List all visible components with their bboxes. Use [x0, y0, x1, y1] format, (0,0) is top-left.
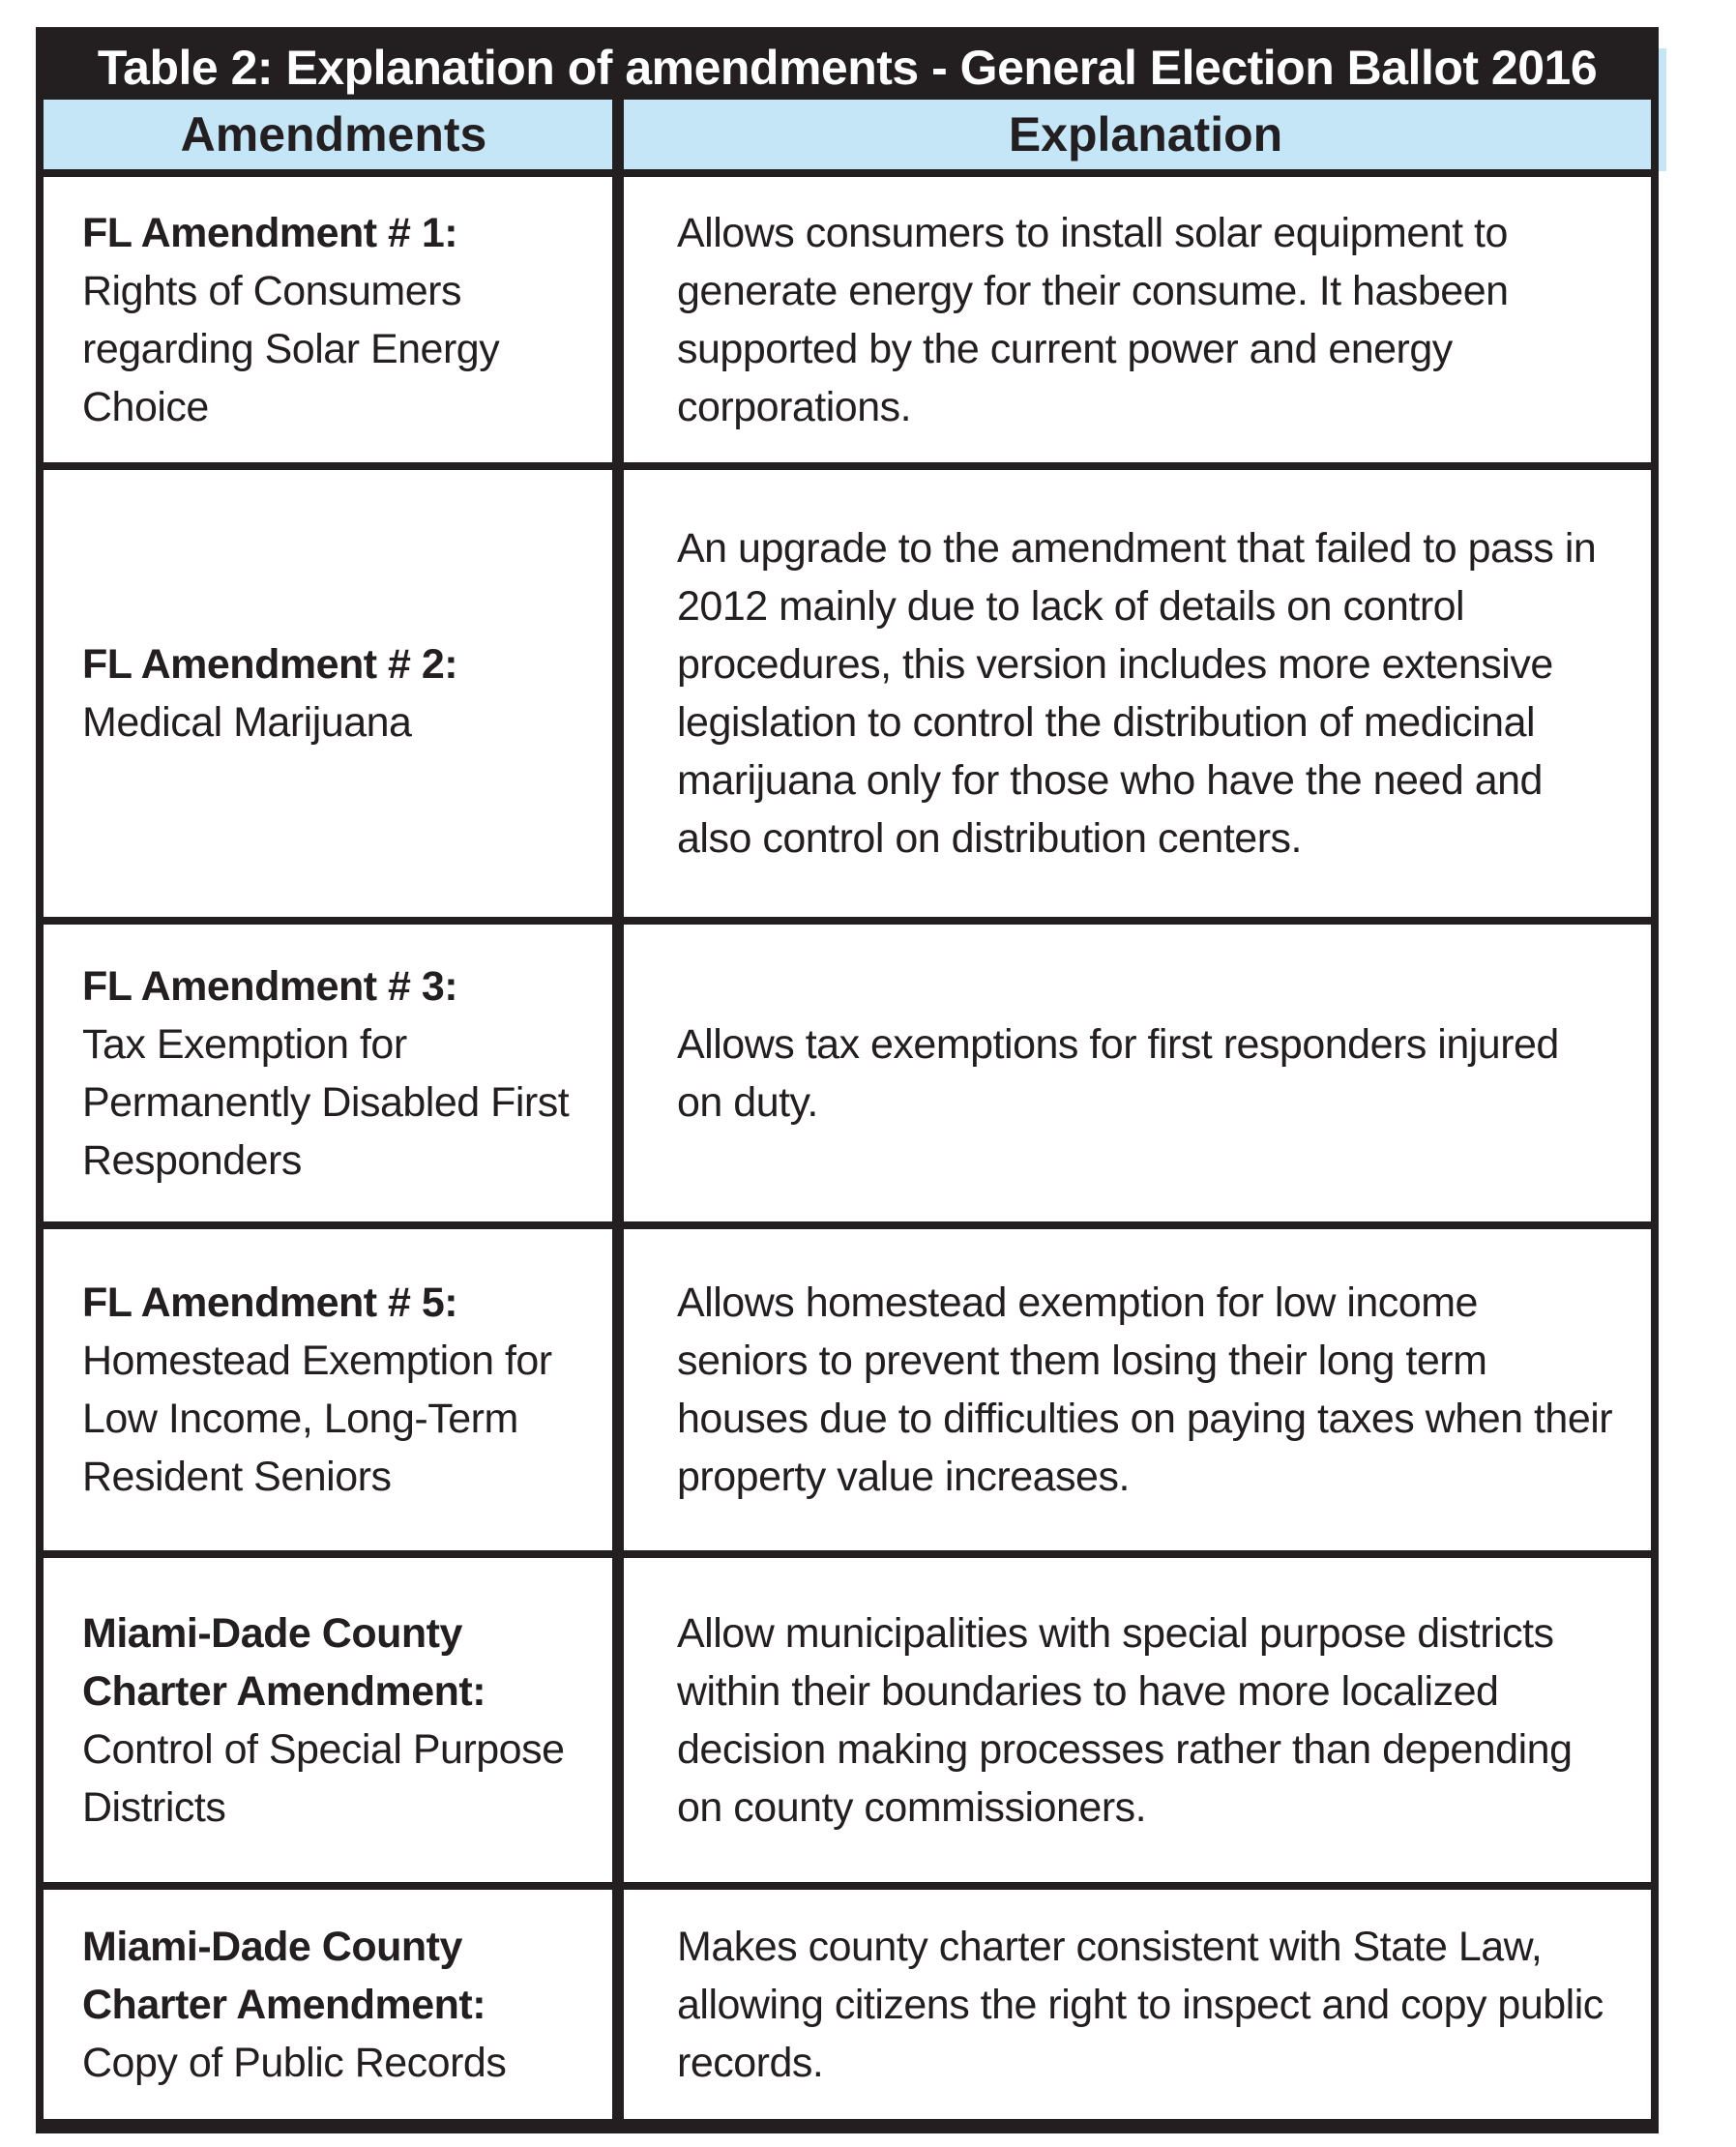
explanation-cell [624, 925, 1651, 1221]
table-row [44, 1550, 1651, 1882]
explanation-cell [624, 1890, 1651, 2119]
table-title: Table 2: Explanation of amendments - General Election Ballot 2016 [44, 35, 1651, 100]
explanation-cell [624, 1558, 1651, 1882]
explanation-cell [624, 1229, 1651, 1550]
table-body [44, 177, 1651, 2119]
table-header-row [44, 100, 1651, 177]
table-row [44, 917, 1651, 1221]
table-row [44, 462, 1651, 917]
amendment-cell [44, 470, 624, 917]
header-shadow-accent [1659, 48, 1666, 171]
explanation-text: Allows consumers to install solar equipment to generate energy for their consume. It hasbeen supported by the current power and energy corporations. [677, 209, 1509, 430]
amendment-subtitle: Tax Exemption for Permanently Disabled First Responders [82, 1020, 570, 1184]
explanation-text: Allows homestead exemption for low income seniors to prevent them losing their long term houses due to difficulties on paying taxes when their property value increases. [677, 1279, 1613, 1500]
amendment-cell [44, 1229, 624, 1550]
table-row [44, 177, 1651, 462]
amendment-subtitle: Medical Marijuana [82, 699, 412, 746]
amendment-title: FL Amendment # 2: [82, 641, 458, 688]
amendment-cell [44, 1558, 624, 1882]
explanation-cell [624, 177, 1651, 462]
explanation-text: Allows tax exemptions for first responders injured on duty. [677, 1020, 1559, 1126]
column-header-amendments: Amendments [44, 100, 624, 169]
amendment-text-block [82, 204, 585, 436]
amendment-subtitle: Copy of Public Records [82, 2039, 507, 2086]
explanation-text: An upgrade to the amendment that failed to pass in 2012 mainly due to lack of details on control procedures, this version includes more extensive legislation to control the distribution of medicinal marijuana only for those who have the need and also control on distribution centers. [677, 525, 1597, 862]
amendment-text-block [82, 1604, 585, 1837]
column-header-explanation: Explanation [1008, 107, 1283, 162]
table-row [44, 1221, 1651, 1550]
amendment-title: FL Amendment # 3: [82, 962, 458, 1010]
amendment-cell [44, 925, 624, 1221]
amendment-subtitle: Rights of Consumers regarding Solar Energy Choice [82, 267, 500, 430]
amendment-title: FL Amendment # 5: [82, 1279, 458, 1326]
explanation-text: Allow municipalities with special purpose districts within their boundaries to have more localized decision making processes rather than depending on county commissioners. [677, 1609, 1573, 1831]
table-row [44, 1882, 1651, 2119]
amendment-cell [44, 1890, 624, 2119]
amendment-title: Miami-Dade County Charter Amendment: [82, 1609, 486, 1715]
explanation-text: Makes county charter consistent with State Law, allowing citizens the right to inspect and copy public records. [677, 1923, 1604, 2086]
amendment-title: FL Amendment # 1: [82, 209, 458, 256]
amendment-subtitle: Homestead Exemption for Low Income, Long-Term Resident Seniors [82, 1338, 552, 1500]
amendment-text-block [82, 957, 585, 1190]
explanation-cell [624, 470, 1651, 917]
amendments-table [36, 27, 1659, 2133]
amendment-text-block [82, 1918, 585, 2092]
amendment-title: Miami-Dade County Charter Amendment: [82, 1923, 486, 2028]
amendment-text-block [82, 635, 457, 751]
amendment-cell [44, 177, 624, 462]
amendment-text-block [82, 1274, 585, 1506]
amendment-subtitle: Control of Special Purpose Districts [82, 1725, 565, 1831]
